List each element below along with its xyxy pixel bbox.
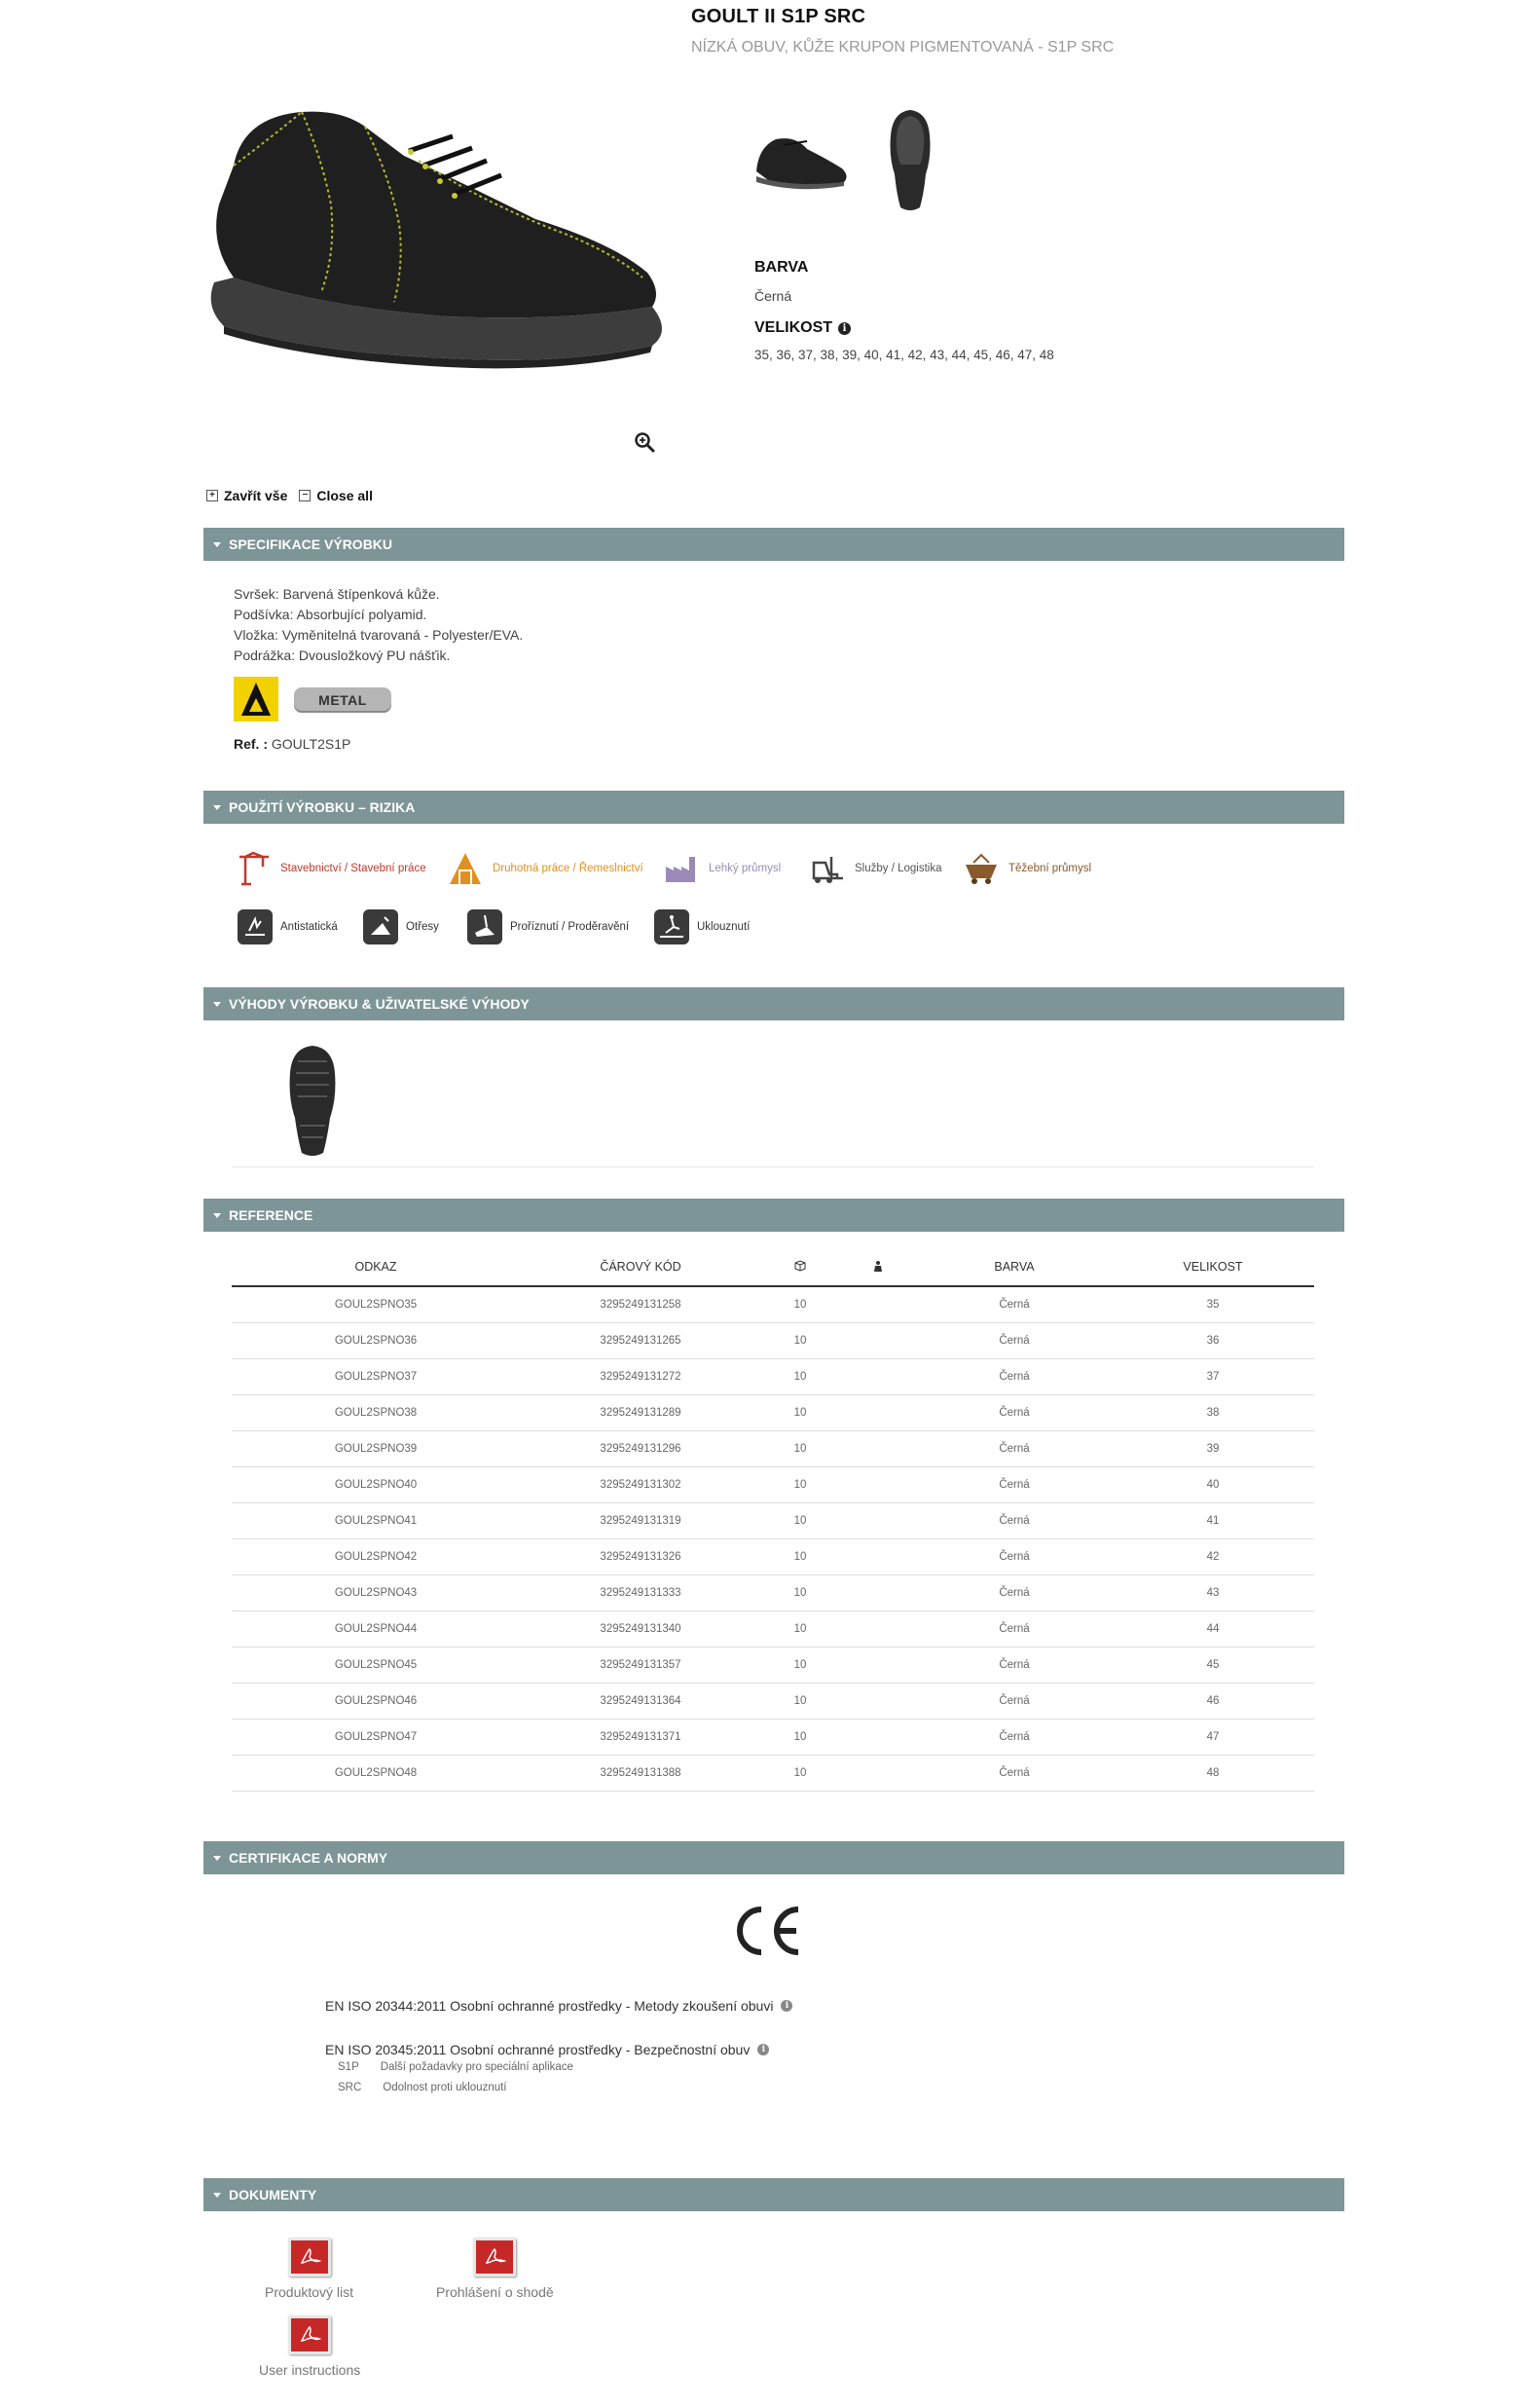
table-row [232, 1574, 1314, 1610]
reference-line [234, 736, 350, 752]
info-icon[interactable]: i [781, 2000, 792, 2012]
doc-product-sheet[interactable] [265, 2238, 353, 2300]
caret-down-icon [213, 1002, 221, 1007]
col-header-box [761, 1248, 839, 1286]
norm-text: EN ISO 20345:2011 Osobní ochranné prostředky - Bezpečnostní obuv [325, 2042, 751, 2057]
factory-icon [662, 849, 701, 888]
table-cell: Černá [917, 1538, 1112, 1574]
table-row [232, 1286, 1314, 1322]
close-all-toggle[interactable] [299, 488, 373, 503]
forklift-icon [808, 849, 847, 888]
table-header-row [232, 1248, 1314, 1286]
product-main-image[interactable] [195, 97, 672, 370]
table-cell: 48 [1112, 1755, 1314, 1791]
table-row [232, 1538, 1314, 1574]
table-cell: 44 [1112, 1610, 1314, 1647]
table-cell [839, 1466, 917, 1502]
table-cell: 10 [761, 1430, 839, 1466]
table-cell: 3295249131333 [520, 1574, 761, 1610]
hazard-label: Uklouznutí [697, 921, 751, 933]
size-label-row [754, 319, 851, 337]
table-cell [839, 1610, 917, 1647]
product-subtitle: NÍZKÁ OBUV, KŮŽE KRUPON PIGMENTOVANÁ - S1P SRC [691, 39, 1115, 56]
brand-logo [234, 677, 278, 722]
table-cell: 37 [1112, 1358, 1314, 1394]
hazard-puncture [467, 909, 629, 944]
col-header-odkaz: ODKAZ [232, 1248, 520, 1286]
color-value: Černá [754, 288, 792, 304]
caret-down-icon [213, 1856, 221, 1861]
table-cell: 10 [761, 1610, 839, 1647]
sector-label: Služby / Logistika [855, 863, 942, 874]
plus-icon: + [206, 490, 218, 501]
table-cell: GOUL2SPNO37 [232, 1358, 520, 1394]
minecart-icon [962, 849, 1001, 888]
norm-sub-src [338, 2082, 507, 2093]
table-cell: Černá [917, 1286, 1112, 1322]
divider [232, 1166, 1314, 1167]
table-cell: GOUL2SPNO44 [232, 1610, 520, 1647]
norm-text: EN ISO 20344:2011 Osobní ochranné prostředky - Metody zkoušení obuvi [325, 1998, 774, 2014]
section-benefits-title: VÝHODY VÝROBKU & UŽIVATELSKÉ VÝHODY [229, 996, 530, 1012]
table-row [232, 1755, 1314, 1791]
sector-construction [234, 849, 426, 888]
sector-label: Stavebnictví / Stavební práce [280, 863, 426, 874]
expand-all-toggle[interactable] [206, 488, 287, 503]
section-benefits-header[interactable] [203, 987, 1344, 1020]
box-icon [794, 1260, 806, 1272]
doc-declaration[interactable] [436, 2238, 554, 2300]
table-cell [839, 1574, 917, 1610]
table-cell: 3295249131265 [520, 1322, 761, 1358]
crane-icon [234, 849, 273, 888]
thumbnail-sole-view[interactable] [880, 105, 938, 214]
house-icon [446, 849, 485, 888]
section-spec-title: SPECIFIKACE VÝROBKU [229, 537, 393, 552]
doc-label: User instructions [259, 2362, 361, 2378]
table-cell: Černá [917, 1322, 1112, 1358]
table-cell: GOUL2SPNO48 [232, 1755, 520, 1791]
table-row [232, 1610, 1314, 1647]
table-cell: 36 [1112, 1322, 1314, 1358]
metal-badge: METAL [294, 687, 391, 713]
expand-all-label: Zavřít vše [224, 488, 288, 503]
section-reference-header[interactable] [203, 1199, 1344, 1232]
table-cell: 3295249131319 [520, 1502, 761, 1538]
spec-line: Svršek: Barvená štípenková kůže. [234, 586, 440, 602]
pdf-icon [288, 2315, 331, 2354]
table-cell [839, 1430, 917, 1466]
table-cell [839, 1394, 917, 1430]
ce-mark-logo [730, 1904, 803, 1958]
table-cell: GOUL2SPNO36 [232, 1322, 520, 1358]
sector-crafts [446, 849, 643, 888]
hazard-antistatic [238, 909, 338, 944]
caret-down-icon [213, 805, 221, 810]
table-cell: 3295249131326 [520, 1538, 761, 1574]
table-cell: Černá [917, 1574, 1112, 1610]
table-cell: 40 [1112, 1466, 1314, 1502]
table-row [232, 1719, 1314, 1755]
table-cell: 10 [761, 1683, 839, 1719]
hazard-label: Proříznutí / Proděravění [510, 921, 630, 933]
table-row [232, 1322, 1314, 1358]
table-cell: 10 [761, 1647, 839, 1683]
table-cell: Černá [917, 1394, 1112, 1430]
table-cell: 47 [1112, 1719, 1314, 1755]
table-row [232, 1502, 1314, 1538]
sector-label: Lehký průmysl [709, 863, 782, 874]
table-cell [839, 1502, 917, 1538]
table-cell: Černá [917, 1430, 1112, 1466]
spec-line: Vložka: Vyměnitelná tvarovaná - Polyester/EVA. [234, 627, 524, 643]
sector-logistics [808, 849, 942, 888]
section-certs-header[interactable] [203, 1841, 1344, 1874]
doc-user-instructions[interactable] [259, 2315, 360, 2378]
table-cell [839, 1286, 917, 1322]
spec-line: Podrážka: Dvousložkový PU nášťik. [234, 648, 451, 663]
table-cell: 46 [1112, 1683, 1314, 1719]
table-cell: GOUL2SPNO41 [232, 1502, 520, 1538]
table-cell: GOUL2SPNO39 [232, 1430, 520, 1466]
spec-line: Podšívka: Absorbující polyamid. [234, 607, 427, 622]
table-row [232, 1466, 1314, 1502]
table-cell: Černá [917, 1683, 1112, 1719]
table-cell: Černá [917, 1610, 1112, 1647]
table-cell: 3295249131258 [520, 1286, 761, 1322]
close-all-label: Close all [316, 488, 373, 503]
table-cell: GOUL2SPNO43 [232, 1574, 520, 1610]
zoom-icon[interactable] [634, 431, 655, 453]
section-usage-header[interactable] [203, 791, 1344, 824]
sector-label: Druhotná práce / Řemeslnictví [493, 863, 643, 874]
minus-icon: − [299, 490, 311, 501]
table-cell: Černá [917, 1719, 1112, 1755]
col-header-color: BARVA [917, 1248, 1112, 1286]
table-cell: GOUL2SPNO45 [232, 1647, 520, 1683]
pdf-icon [288, 2238, 331, 2276]
table-cell: Černá [917, 1466, 1112, 1502]
shock-icon [363, 909, 398, 944]
table-cell: Černá [917, 1647, 1112, 1683]
table-cell [839, 1755, 917, 1791]
table-cell: 41 [1112, 1502, 1314, 1538]
color-label: BARVA [754, 259, 809, 276]
table-cell: 10 [761, 1502, 839, 1538]
table-cell: GOUL2SPNO47 [232, 1719, 520, 1755]
ref-label: Ref. : [234, 736, 268, 752]
norm-en-iso-20344 [325, 1998, 792, 2014]
hazard-label: Antistatická [280, 921, 338, 933]
section-usage-title: POUŽITÍ VÝROBKU – RIZIKA [229, 799, 416, 815]
thumbnail-side-view[interactable] [748, 117, 853, 197]
section-reference-title: REFERENCE [229, 1207, 313, 1223]
section-spec-header[interactable] [203, 528, 1344, 561]
col-header-size: VELIKOST [1112, 1248, 1314, 1286]
spec-list [234, 584, 523, 666]
size-label: VELIKOST [754, 319, 833, 336]
hazard-slip [654, 909, 750, 944]
table-cell: 43 [1112, 1574, 1314, 1610]
table-cell: 45 [1112, 1647, 1314, 1683]
section-docs-header[interactable] [203, 2178, 1344, 2211]
table-cell: GOUL2SPNO35 [232, 1286, 520, 1322]
ref-value: GOULT2S1P [271, 736, 351, 752]
norm-desc: Odolnost proti uklouznutí [383, 2082, 507, 2093]
table-cell: 3295249131340 [520, 1610, 761, 1647]
expand-collapse-controls [206, 488, 373, 503]
person-icon [873, 1260, 883, 1272]
pdf-icon [473, 2238, 516, 2276]
norm-code: S1P [338, 2061, 359, 2073]
doc-label: Prohlášení o shodě [436, 2284, 554, 2300]
table-cell: 3295249131388 [520, 1755, 761, 1791]
table-cell: 10 [761, 1538, 839, 1574]
section-certs-title: CERTIFIKACE A NORMY [229, 1850, 388, 1866]
caret-down-icon [213, 1213, 221, 1218]
table-row [232, 1647, 1314, 1683]
sector-light-industry [662, 849, 781, 888]
table-cell: 3295249131302 [520, 1466, 761, 1502]
antistatic-icon [238, 909, 273, 944]
table-cell [839, 1719, 917, 1755]
norm-code: SRC [338, 2082, 362, 2093]
sector-mining [962, 849, 1091, 888]
table-cell: GOUL2SPNO40 [232, 1466, 520, 1502]
table-cell: 10 [761, 1755, 839, 1791]
hazard-shock [363, 909, 439, 944]
section-docs-title: DOKUMENTY [229, 2187, 317, 2202]
table-cell: 10 [761, 1574, 839, 1610]
table-cell: GOUL2SPNO42 [232, 1538, 520, 1574]
table-cell: Černá [917, 1502, 1112, 1538]
table-cell: 3295249131371 [520, 1719, 761, 1755]
table-cell: 39 [1112, 1430, 1314, 1466]
hazard-label: Otřesy [406, 921, 439, 933]
table-cell [839, 1358, 917, 1394]
sole-benefit-image[interactable] [284, 1042, 341, 1161]
caret-down-icon [213, 542, 221, 547]
table-cell: 3295249131296 [520, 1430, 761, 1466]
table-cell: 10 [761, 1286, 839, 1322]
table-cell: 3295249131272 [520, 1358, 761, 1394]
table-cell: 38 [1112, 1394, 1314, 1430]
table-cell: 10 [761, 1466, 839, 1502]
table-cell [839, 1647, 917, 1683]
table-cell: Černá [917, 1358, 1112, 1394]
table-cell: GOUL2SPNO38 [232, 1394, 520, 1430]
table-cell: 35 [1112, 1286, 1314, 1322]
product-title: GOULT II S1P SRC [691, 6, 866, 27]
doc-label: Produktový list [265, 2284, 354, 2300]
table-cell: 10 [761, 1322, 839, 1358]
table-cell: 3295249131364 [520, 1683, 761, 1719]
col-header-person [839, 1248, 917, 1286]
reference-table [232, 1248, 1314, 1792]
norm-sub-s1p [338, 2061, 573, 2073]
table-cell: Černá [917, 1755, 1112, 1791]
table-row [232, 1683, 1314, 1719]
caret-down-icon [213, 2193, 221, 2198]
table-cell: GOUL2SPNO46 [232, 1683, 520, 1719]
table-cell: 42 [1112, 1538, 1314, 1574]
norm-en-iso-20345 [325, 2042, 769, 2057]
table-cell [839, 1322, 917, 1358]
puncture-icon [467, 909, 502, 944]
table-cell: 3295249131289 [520, 1394, 761, 1430]
table-cell: 3295249131357 [520, 1647, 761, 1683]
table-cell: 10 [761, 1719, 839, 1755]
table-cell [839, 1538, 917, 1574]
info-icon[interactable]: i [838, 322, 851, 335]
table-cell: 10 [761, 1358, 839, 1394]
size-value: 35, 36, 37, 38, 39, 40, 41, 42, 43, 44, 45, 46, 47, 48 [754, 348, 1054, 362]
table-cell: 10 [761, 1394, 839, 1430]
table-row [232, 1430, 1314, 1466]
table-cell [839, 1683, 917, 1719]
table-row [232, 1394, 1314, 1430]
norm-desc: Další požadavky pro speciální aplikace [380, 2061, 573, 2073]
col-header-barcode: ČÁROVÝ KÓD [520, 1248, 761, 1286]
sector-label: Těžební průmysl [1008, 863, 1092, 874]
table-row [232, 1358, 1314, 1394]
slip-icon [654, 909, 689, 944]
info-icon[interactable]: i [757, 2044, 769, 2055]
